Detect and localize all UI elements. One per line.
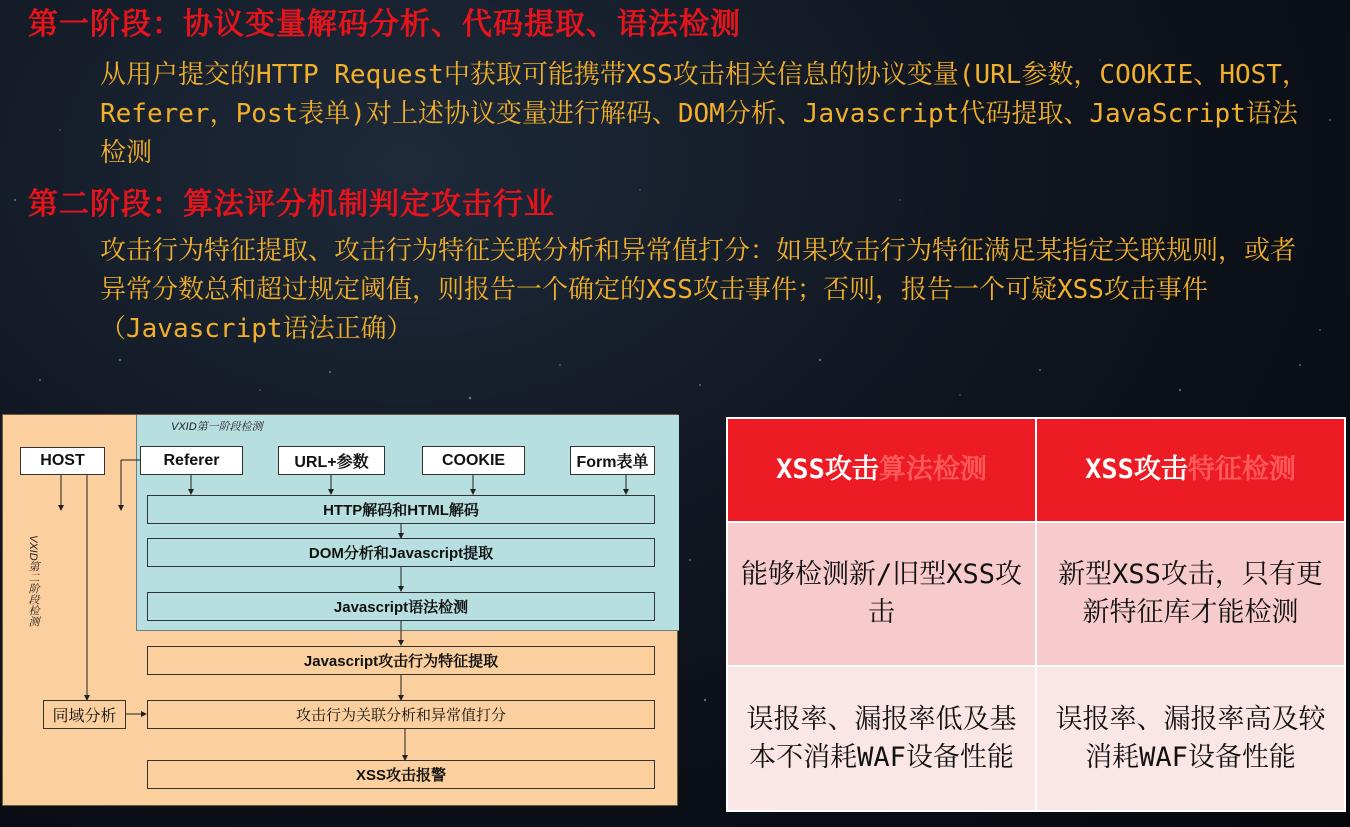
attack-feature-extract-step: Javascript攻击行为特征提取 [147, 646, 655, 675]
header-algorithm-detection [727, 418, 1036, 522]
header-algorithm-highlight: 算法检测 [878, 454, 987, 485]
host-box: HOST [20, 447, 105, 475]
correlation-scoring-step: 攻击行为关联分析和异常值打分 [147, 700, 655, 729]
stage1-heading: 第一阶段：协议变量解码分析、代码提取、语法检测 [28, 7, 741, 42]
stage2-heading: 第二阶段：算法评分机制判定攻击行业 [28, 187, 555, 222]
referer-box: Referer [140, 446, 243, 475]
url-params-box: URL+参数 [278, 446, 385, 475]
stage1-region-label: VXID第一阶段检测 [171, 421, 263, 433]
header-signature-prefix: XSS攻击 [1085, 454, 1188, 485]
javascript-syntax-check-step: Javascript语法检测 [147, 592, 655, 621]
header-signature-detection [1036, 418, 1345, 522]
stage2-description: 攻击行为特征提取、攻击行为特征关联分析和异常值打分：如果攻击行为特征满足某指定关联规则，或者异常分数总和超过规定阈值，则报告一个确定的XSS攻击事件；否则，报告一个可疑XSS攻击事件（Javascript语法正确） [100, 236, 1297, 344]
header-signature-highlight: 特征检测 [1187, 454, 1296, 485]
dom-javascript-extract-step: DOM分析和Javascript提取 [147, 538, 655, 567]
same-domain-analysis-box: 同域分析 [43, 700, 126, 729]
stage1-description: 从用户提交的HTTP Request中获取可能携带XSS攻击相关信息的协议变量(URL参数，COOKIE、HOST，Referer，Post表单)对上述协议变量进行解码、DOM分析、Javascript代码提取、JavaScript语法检测 [100, 60, 1308, 168]
signature-capability-cell: 新型XSS攻击，只有更新特征库才能检测 [1036, 522, 1345, 666]
vxid-flow-diagram [2, 414, 678, 806]
stage2-region-label: VXID第二阶段检测 [27, 535, 39, 627]
algorithm-capability-cell: 能够检测新/旧型XSS攻击 [727, 522, 1036, 666]
xss-alert-step: XSS攻击报警 [147, 760, 655, 789]
signature-performance-cell: 误报率、漏报率高及较消耗WAF设备性能 [1036, 666, 1345, 811]
algorithm-performance-cell: 误报率、漏报率低及基本不消耗WAF设备性能 [727, 666, 1036, 811]
http-html-decode-step: HTTP解码和HTML解码 [147, 495, 655, 524]
cookie-box: COOKIE [422, 446, 525, 475]
header-algorithm-prefix: XSS攻击 [776, 454, 879, 485]
detection-comparison-table [726, 417, 1346, 812]
form-box: Form表单 [570, 446, 655, 475]
